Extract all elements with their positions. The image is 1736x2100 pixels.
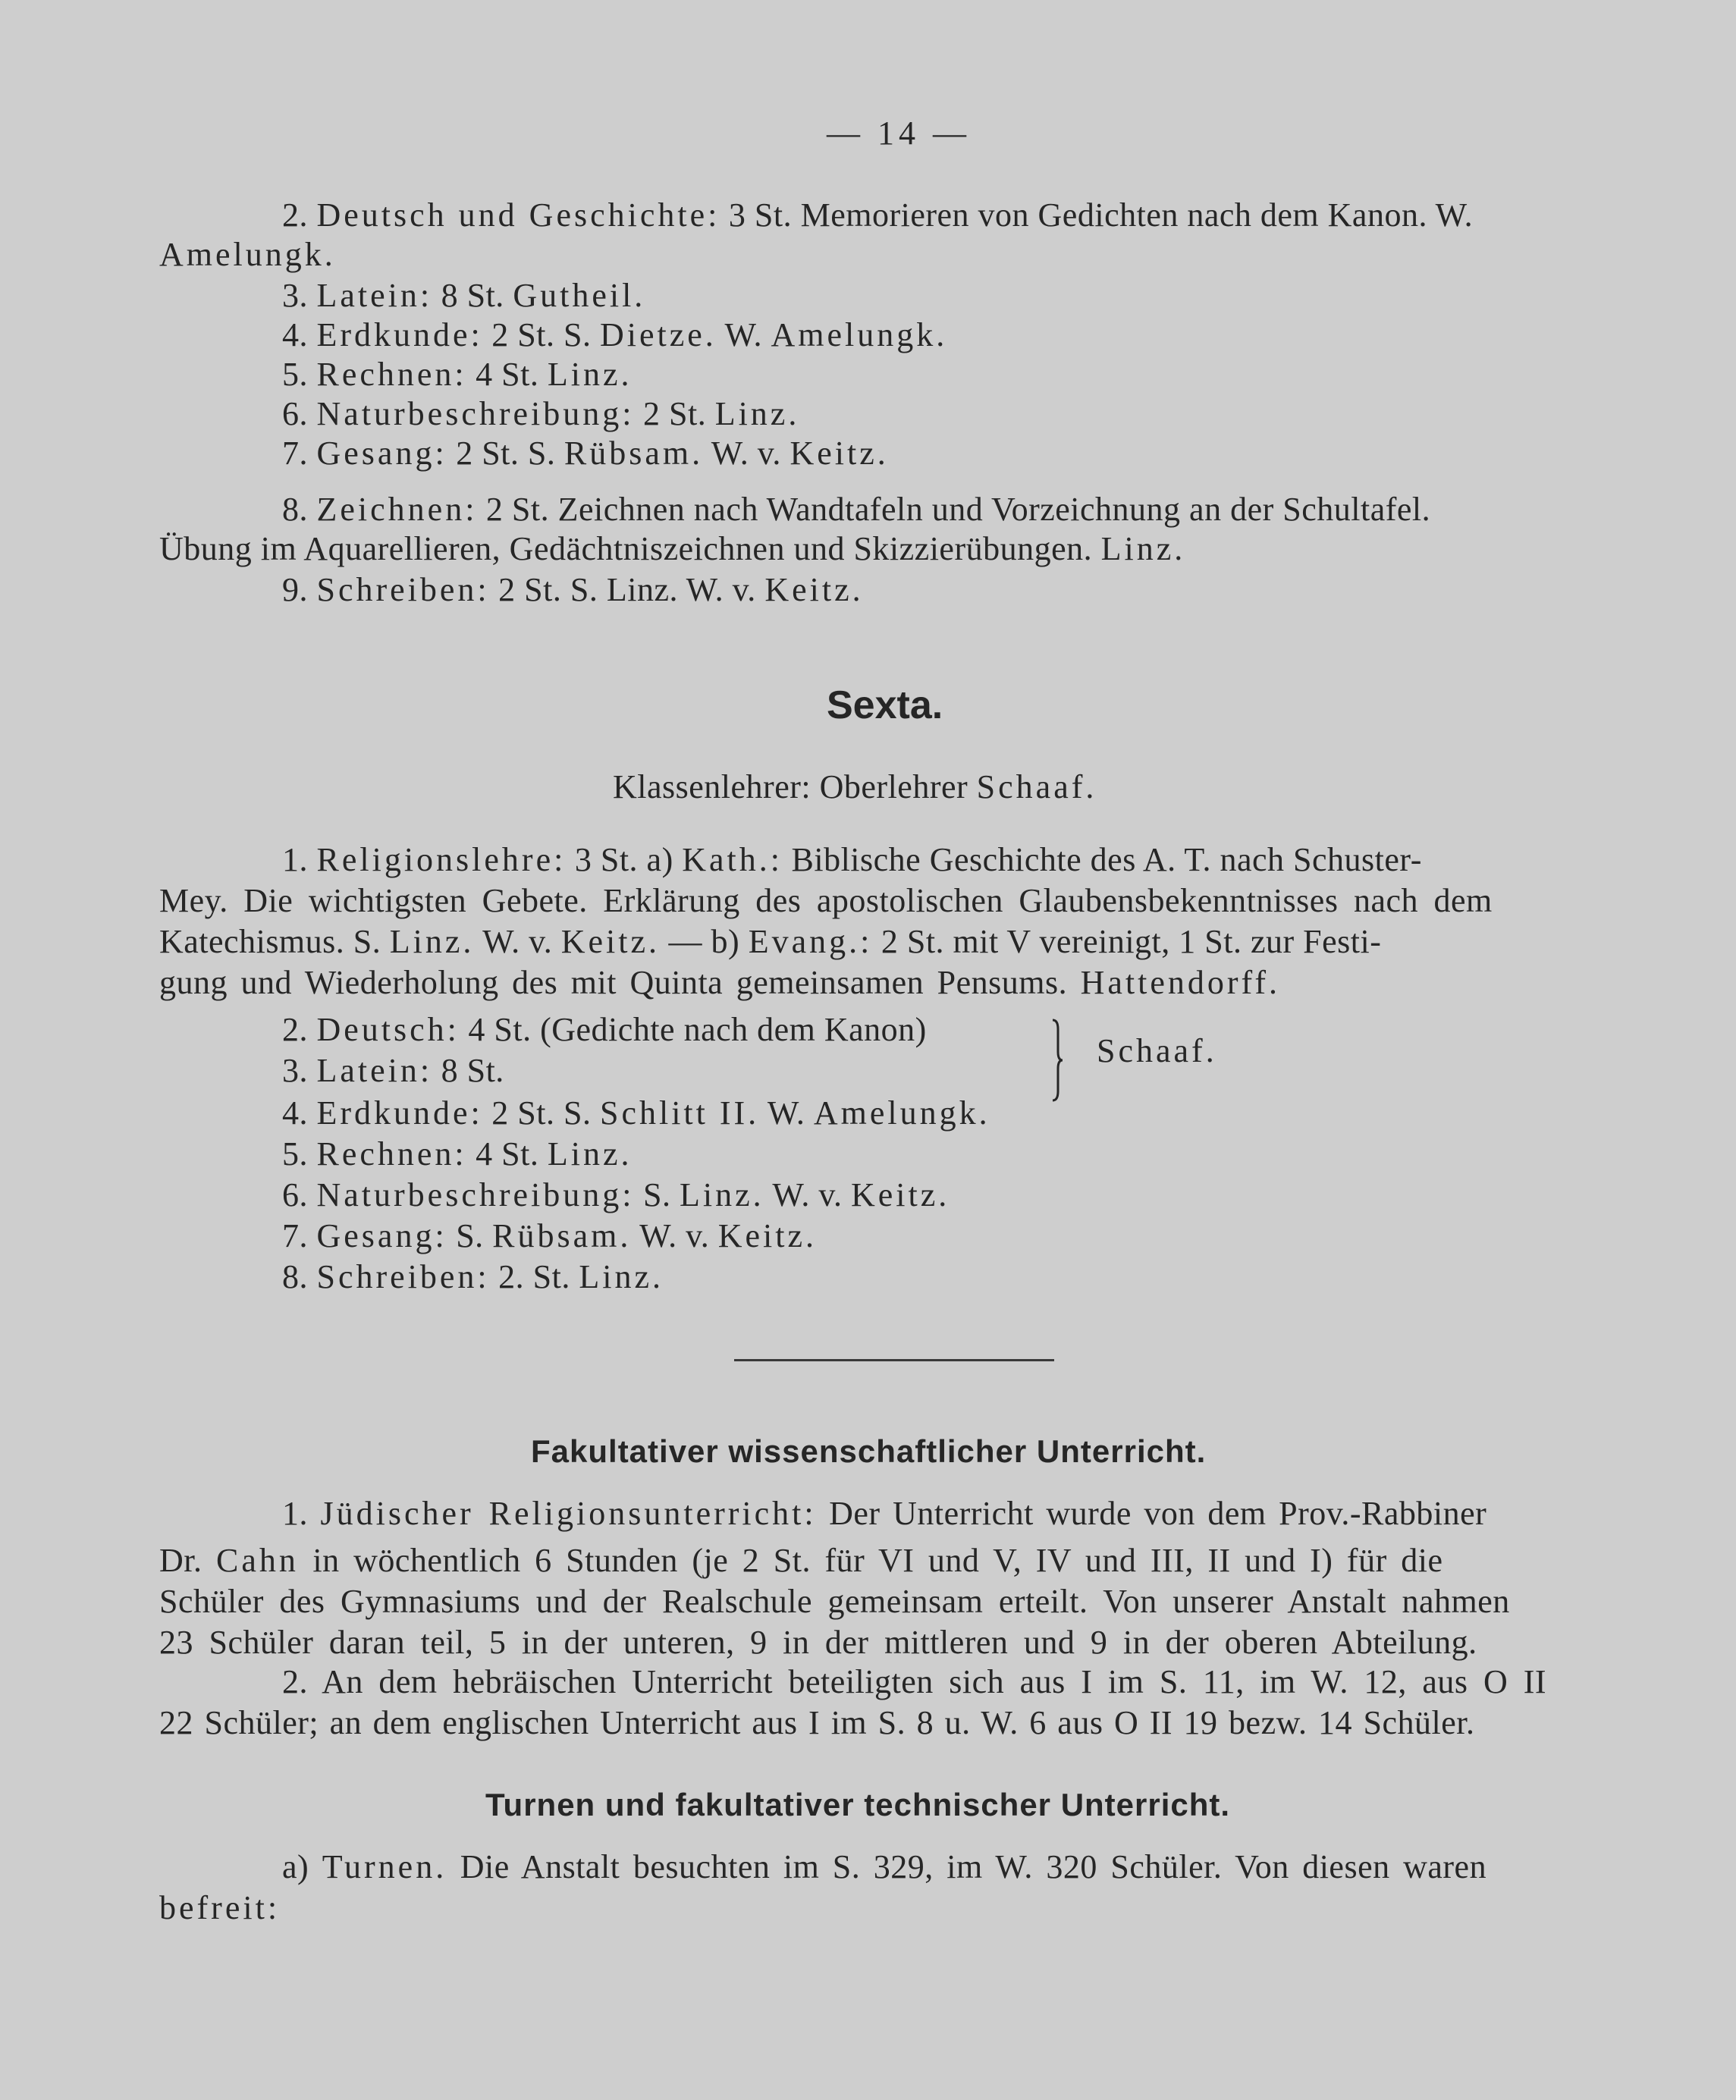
section-title-fakultativ: Fakultativer wissenschaftlicher Unterricht.: [531, 1433, 1207, 1469]
sexta-religion-line3: Katechismus. S. Linz. W. v. Keitz. — b) Evang.: 2 St. mit V vereinigt, 1 St. zur Festi-: [159, 923, 1382, 960]
sexta-item-2: 2. Deutsch: 4 St. (Gedichte nach dem Kanon): [282, 1011, 927, 1048]
sexta-item-5: 5. Rechnen: 4 St. Linz.: [282, 1135, 633, 1172]
fakultativ-p1-line3: Schüler des Gymnasiums und der Realschule gemeinsam erteilt. Von unserer Anstalt nahmen: [159, 1583, 1510, 1620]
prev-item-2: 2. Deutsch und Geschichte: 3 St. Memorieren von Gedichten nach dem Kanon. W.: [282, 196, 1474, 234]
sexta-item-8: 8. Schreiben: 2. St. Linz.: [282, 1258, 664, 1295]
klassenlehrer: Klassenlehrer: Oberlehrer Schaaf.: [613, 768, 1097, 805]
sexta-item-3: 3. Latein: 8 St.: [282, 1052, 504, 1089]
sexta-religion-line4: gung und Wiederholung des mit Quinta gemeinsamen Pensums. Hattendorff.: [159, 964, 1281, 1001]
prev-item-4: 4. Erdkunde: 2 St. S. Dietze. W. Amelungk.: [282, 316, 948, 353]
prev-item-7: 7. Gesang: 2 St. S. Rübsam. W. v. Keitz.: [282, 435, 889, 472]
sexta-religion-line1: 1. Religionslehre: 3 St. a) Kath.: Biblische Geschichte des A. T. nach Schuster-: [282, 841, 1422, 878]
fakultativ-p2-line1: 2. An dem hebräischen Unterricht beteiligten sich aus I im S. 11, im W. 12, aus O II: [282, 1663, 1547, 1700]
prev-item-3: 3. Latein: 8 St. Gutheil.: [282, 277, 646, 314]
sexta-item-7: 7. Gesang: S. Rübsam. W. v. Keitz.: [282, 1217, 818, 1254]
fakultativ-p2-line2: 22 Schüler; an dem englischen Unterricht aus I im S. 8 u. W. 6 aus O II 19 bezw. 14 Schüler.: [159, 1704, 1475, 1741]
turnen-line1: a) Turnen. Die Anstalt besuchten im S. 329, im W. 320 Schüler. Von diesen waren: [282, 1848, 1487, 1885]
prev-item-6: 6. Naturbeschreibung: 2 St. Linz.: [282, 395, 800, 432]
brace-teacher: Schaaf.: [1097, 1032, 1217, 1069]
brace-icon: [1050, 1019, 1064, 1102]
turnen-line2: befreit:: [159, 1889, 281, 1926]
fakultativ-p1-line4: 23 Schüler daran teil, 5 in der unteren, 9 in der mittleren und 9 in der oberen Abteilung.: [159, 1624, 1477, 1661]
fakultativ-p1-line1: 1. Jüdischer Religionsunterricht: Der Unterricht wurde von dem Prov.-Rabbiner: [282, 1495, 1487, 1532]
prev-item-5: 5. Rechnen: 4 St. Linz.: [282, 356, 633, 393]
section-title-turnen: Turnen und fakultativer technischer Unterricht.: [485, 1787, 1231, 1822]
sexta-item-4: 4. Erdkunde: 2 St. S. Schlitt II. W. Amelungk.: [282, 1094, 990, 1132]
page-number: — 14 —: [827, 115, 971, 152]
section-title-sexta: Sexta.: [827, 683, 943, 727]
prev-item-8: 8. Zeichnen: 2 St. Zeichnen nach Wandtafeln und Vorzeichnung an der Schultafel.: [282, 491, 1431, 528]
sexta-religion-line2: Mey. Die wichtigsten Gebete. Erklärung des apostolischen Glaubensbekenntnisses nach dem: [159, 882, 1493, 919]
prev-item-2-cont: Amelungk.: [159, 236, 336, 273]
section-divider: [734, 1359, 1054, 1361]
prev-item-8-cont: Übung im Aquarellieren, Gedächtniszeichnen und Skizzierübungen. Linz.: [159, 530, 1186, 567]
fakultativ-p1-line2: Dr. Cahn in wöchentlich 6 Stunden (je 2 St. für VI und V, IV und III, II und I) für die: [159, 1542, 1443, 1579]
prev-item-9: 9. Schreiben: 2 St. S. Linz. W. v. Keitz.: [282, 571, 864, 608]
sexta-item-6: 6. Naturbeschreibung: S. Linz. W. v. Keitz.: [282, 1176, 950, 1213]
